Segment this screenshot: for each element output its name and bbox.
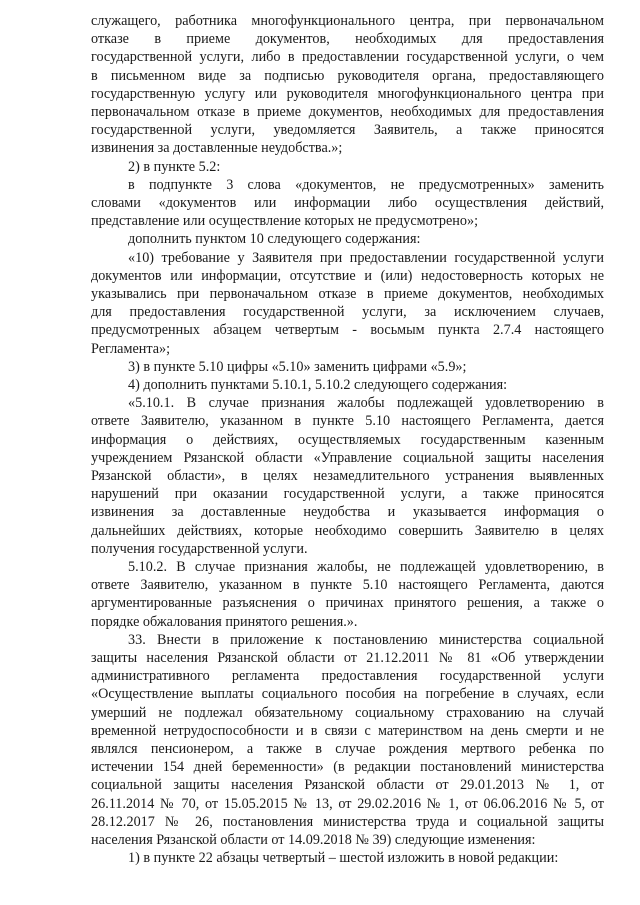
text-line: словами «документов или информации либо осуществления действий, [91,195,604,211]
text-line: предусмотренных абзацем четвертым - восьмым пункта 2.7.4 настоящего [91,322,604,339]
text-line: «Осуществление выплаты социального пособия на погребение в случаях, если [91,686,604,703]
text-line: 2) в пункте 5.2: [128,158,221,175]
text-line: социальной защиты населения Рязанской области от 29.01.2013 № 1, от [91,777,604,794]
text-line: истечении 154 дней беременности» (в редакции постановлений министерства [91,759,604,776]
text-line: первоначальном отказе в приеме документов, необходимых для предоставления [91,104,604,120]
text-line: государственной услуги, либо в предоставлении государственной услуги, о чем [91,49,604,66]
text-line: дальнейших действиях, которые необходимо совершить Заявителю в целях [91,522,604,539]
text-line: 4) дополнить пунктами 5.10.1, 5.10.2 следующего содержания: [128,377,508,393]
text-line: 26.11.2014 № 70, от 15.05.2015 № 13, от 29.02.2016 № 1, от 06.06.2016 № 5, от [91,795,604,812]
text-line: отказе в приеме документов, необходимых для предоставления [91,31,604,48]
text-line: «10) требование у Заявителя при предоставлении государственной услуги [128,249,604,266]
text-line: являлся пенсионером, а также в случае рождения мертвого ребенка по [91,741,604,757]
text-line: порядке обжалования принятого решения.». [91,613,358,630]
text-line: временной нетрудоспособности и в связи с материнством на день смерти и не [91,722,604,739]
text-line: 28.12.2017 № 26, постановления министерства труда и социальной защиты [91,813,604,830]
text-line: нарушений при оказании государственной услуги, а также приносятся [91,486,604,503]
text-line: административного регламента предоставления государственной услуги [91,668,604,685]
text-line: 1) в пункте 22 абзацы четвертый – шестой изложить в новой редакции: [128,850,559,867]
text-line: государственной услуги, уведомляется Заявитель, а также приносятся [91,122,604,139]
text-line: ответе Заявителю, указанном в пункте 5.10 настоящего Регламента, дается [91,413,604,430]
text-line: информация о действиях, осуществляемых государственным казенным [91,431,604,448]
text-line: умерший не подлежал обязательному социальному страхованию на случай [91,704,604,721]
text-line: Регламента»; [91,340,171,357]
text-line: представление или осуществление которых не предусмотрено»; [91,213,479,230]
text-line: дополнить пунктом 10 следующего содержания: [128,231,421,248]
text-line: 3) в пункте 5.10 цифры «5.10» заменить цифрами «5.9»; [128,358,467,375]
text-line: получения государственной услуги. [91,540,308,557]
text-line: населения Рязанской области от 14.09.2018 № 39) следующие изменения: [91,832,536,848]
text-line: документов или информации, отсутствие и (или) недостоверность которых не [91,267,604,284]
text-line: извинения за доставленные неудобства и указывается информация о [91,504,604,521]
text-line: 5.10.2. В случае признания жалобы, не подлежащей удовлетворению, в [128,559,604,575]
text-line: для предоставления государственной услуги, за исключением случаев, [91,304,604,321]
text-line: защиты населения Рязанской области от 21.12.2011 № 81 «Об утверждении [91,650,604,666]
text-line: «5.10.1. В случае признания жалобы подлежащей удовлетворению в [128,395,604,412]
text-line: учреждением Рязанской области «Управление социальной защиты населения [91,449,604,466]
text-line: указывались при первоначальном отказе в приеме документов, необходимых [91,286,604,302]
text-line: извинения за доставленные неудобства.»; [91,140,343,157]
text-line: государственную услугу или руководителя многофункционального центра при [91,85,604,102]
text-line: в письменном виде за подписью руководителя органа, предоставляющего [91,67,604,84]
text-line: 33. Внести в приложение к постановлению министерства социальной [128,631,604,648]
text-line: ответе Заявителю, указанном в пункте 5.10 настоящего Регламента, даются [91,577,604,594]
text-line: Рязанской области», в целях незамедлительного устранения выявленных [91,468,604,484]
text-line: аргументированные разъяснения о причинах принятого решения, а также о [91,595,604,612]
text-line: служащего, работника многофункционального центра, при первоначальном [91,13,604,29]
text-line: в подпункте 3 слова «документов, не предусмотренных» заменить [128,176,604,193]
